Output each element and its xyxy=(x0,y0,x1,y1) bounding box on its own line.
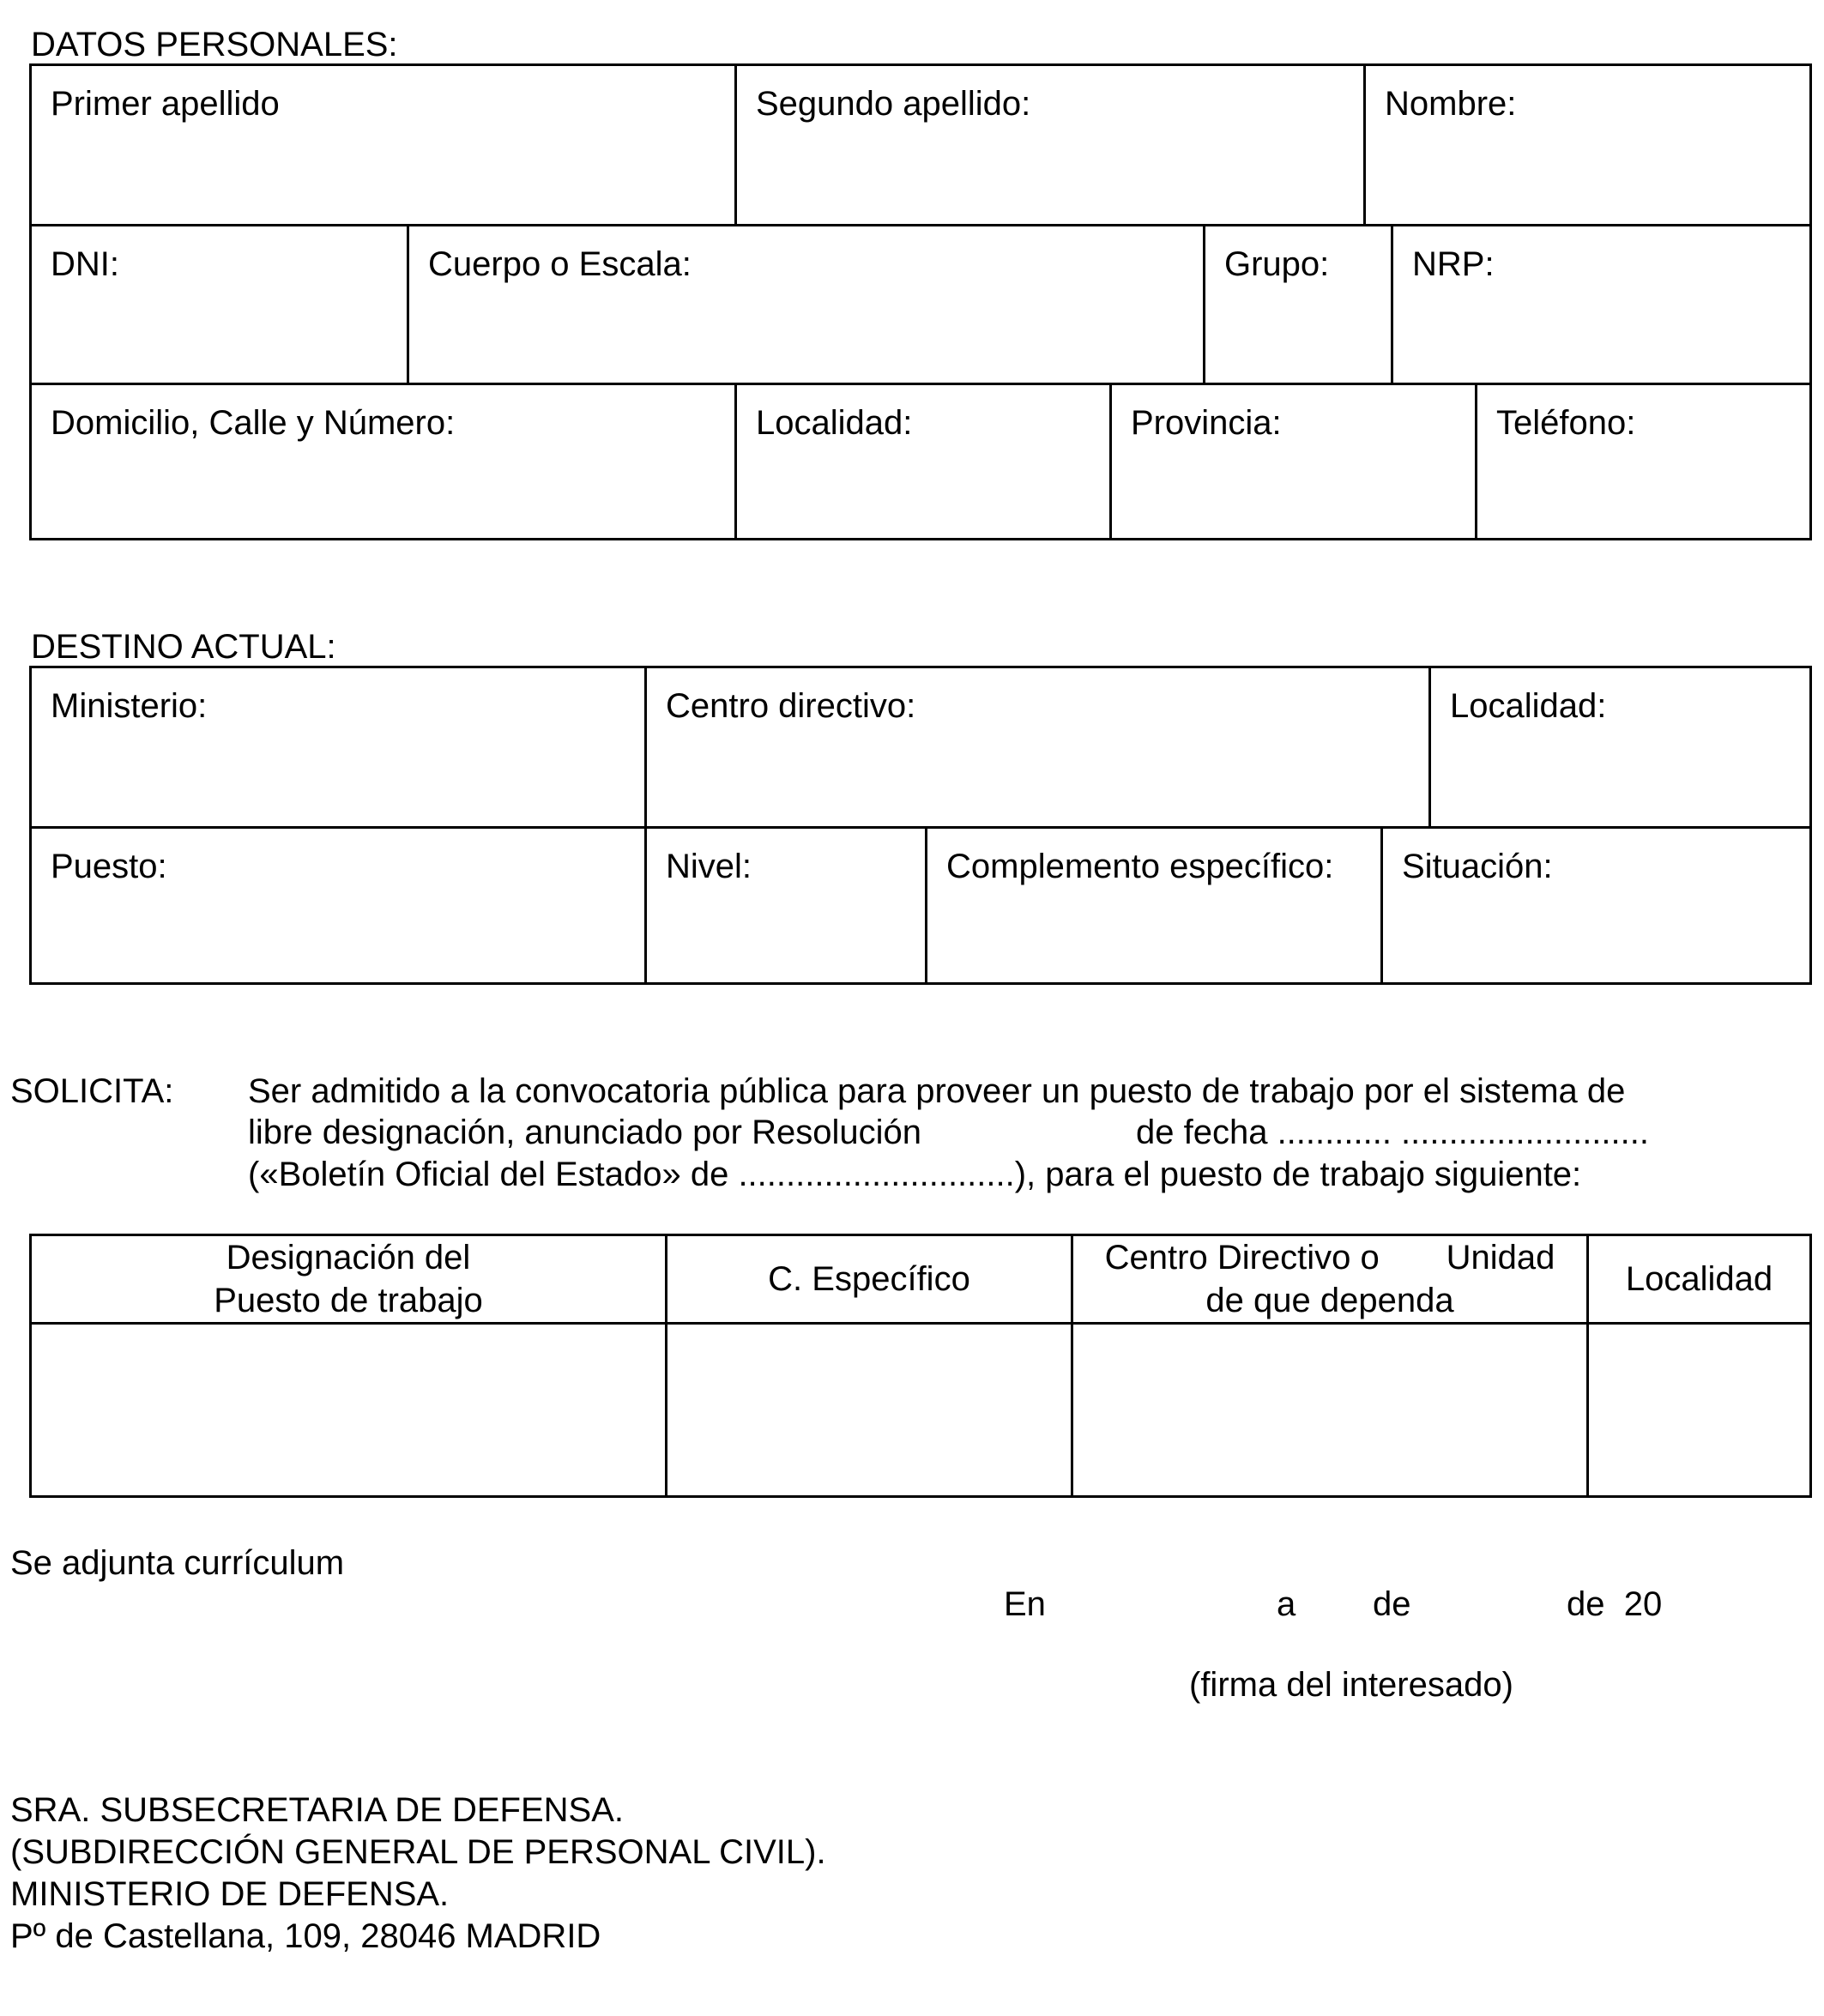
date-a-label: a xyxy=(1277,1585,1296,1623)
designacion-header-line-2: Puesto de trabajo xyxy=(214,1282,483,1319)
solicita-line-2b: de fecha ............ .......................... xyxy=(1136,1114,1649,1151)
telefono-field[interactable] xyxy=(1475,385,1809,538)
address-line-3: MINISTERIO DE DEFENSA. xyxy=(10,1875,450,1913)
segundo-apellido-label: Segundo apellido: xyxy=(756,85,1031,123)
date-de-label-2: de 20 xyxy=(1567,1585,1663,1623)
nrp-label: NRP: xyxy=(1412,245,1495,283)
provincia-label: Provincia: xyxy=(1131,404,1282,442)
complemento-especifico-field[interactable] xyxy=(925,829,1380,982)
situacion-field[interactable] xyxy=(1380,829,1809,982)
destino-localidad-field[interactable] xyxy=(1428,668,1809,826)
puesto-label: Puesto: xyxy=(51,848,167,885)
designacion-header-line-1: Designación del xyxy=(226,1239,471,1277)
dni-field[interactable] xyxy=(32,226,407,383)
address-line-4: Pº de Castellana, 109, 28046 MADRID xyxy=(10,1917,601,1955)
solicita-line-1: Ser admitido a la convocatoria pública para proveer un puesto de trabajo por el sistema de xyxy=(248,1072,1626,1110)
centro-directivo-header-line-2: de que dependa xyxy=(1205,1282,1454,1319)
primer-apellido-label: Primer apellido xyxy=(51,85,280,123)
localidad-label: Localidad: xyxy=(756,404,913,442)
puesto-solicitado-table xyxy=(29,1234,1812,1498)
localidad-header-text: Localidad xyxy=(1625,1260,1773,1298)
solicita-line-2a: libre designación, anunciado por Resolución xyxy=(248,1114,921,1151)
centro-directivo-header-line-1: Centro Directivo o Unidad xyxy=(1104,1239,1555,1277)
datos-row-3 xyxy=(32,383,1809,538)
situacion-label: Situación: xyxy=(1402,848,1553,885)
destino-actual-heading: DESTINO ACTUAL: xyxy=(31,628,336,666)
nrp-field[interactable] xyxy=(1391,226,1809,383)
primer-apellido-field[interactable] xyxy=(32,66,734,224)
destino-actual-table xyxy=(29,666,1812,985)
nombre-label: Nombre: xyxy=(1385,85,1517,123)
place-en-label: En xyxy=(1004,1585,1046,1623)
centro-directivo-field[interactable] xyxy=(644,668,1428,826)
c-especifico-entry-cell[interactable] xyxy=(665,1325,1071,1495)
complemento-especifico-label: Complemento específico: xyxy=(946,848,1334,885)
c-especifico-header xyxy=(665,1236,1071,1322)
designacion-header xyxy=(32,1236,665,1322)
address-line-2: (SUBDIRECCIÓN GENERAL DE PERSONAL CIVIL). xyxy=(10,1833,826,1871)
cuerpo-escala-field[interactable] xyxy=(407,226,1203,383)
datos-row-2 xyxy=(32,224,1809,383)
puesto-field[interactable] xyxy=(32,829,644,982)
firma-label: (firma del interesado) xyxy=(1189,1666,1513,1704)
destino-row-1 xyxy=(32,668,1809,826)
puesto-table-entry-row xyxy=(32,1322,1809,1495)
cuerpo-escala-label: Cuerpo o Escala: xyxy=(428,245,692,283)
datos-row-1 xyxy=(32,66,1809,224)
grupo-label: Grupo: xyxy=(1224,245,1330,283)
localidad-field[interactable] xyxy=(734,385,1109,538)
nivel-field[interactable] xyxy=(644,829,925,982)
nivel-label: Nivel: xyxy=(666,848,752,885)
dni-label: DNI: xyxy=(51,245,119,283)
puesto-table-header xyxy=(32,1236,1809,1322)
destino-localidad-label: Localidad: xyxy=(1450,687,1607,725)
domicilio-label: Domicilio, Calle y Número: xyxy=(51,404,456,442)
grupo-field[interactable] xyxy=(1203,226,1391,383)
address-line-1: SRA. SUBSECRETARIA DE DEFENSA. xyxy=(10,1791,624,1829)
designacion-entry-cell[interactable] xyxy=(32,1325,665,1495)
domicilio-field[interactable] xyxy=(32,385,734,538)
provincia-field[interactable] xyxy=(1109,385,1475,538)
solicita-label: SOLICITA: xyxy=(10,1072,174,1110)
centro-directivo-unidad-header xyxy=(1071,1236,1586,1322)
date-de-label-1: de xyxy=(1373,1585,1411,1623)
ministerio-field[interactable] xyxy=(32,668,644,826)
centro-directivo-entry-cell[interactable] xyxy=(1071,1325,1586,1495)
datos-personales-heading: DATOS PERSONALES: xyxy=(31,26,398,63)
curriculum-note: Se adjunta currículum xyxy=(10,1544,345,1582)
destino-row-2 xyxy=(32,826,1809,982)
localidad-entry-cell[interactable] xyxy=(1586,1325,1809,1495)
localidad-header xyxy=(1586,1236,1809,1322)
segundo-apellido-field[interactable] xyxy=(734,66,1363,224)
nombre-field[interactable] xyxy=(1363,66,1809,224)
ministerio-label: Ministerio: xyxy=(51,687,208,725)
c-especifico-header-text: C. Específico xyxy=(768,1260,970,1298)
telefono-label: Teléfono: xyxy=(1496,404,1636,442)
datos-personales-table xyxy=(29,63,1812,540)
centro-directivo-label: Centro directivo: xyxy=(666,687,916,725)
solicita-line-3: («Boletín Oficial del Estado» de .............................), para el puesto de trabajo siguiente: xyxy=(248,1156,1582,1193)
